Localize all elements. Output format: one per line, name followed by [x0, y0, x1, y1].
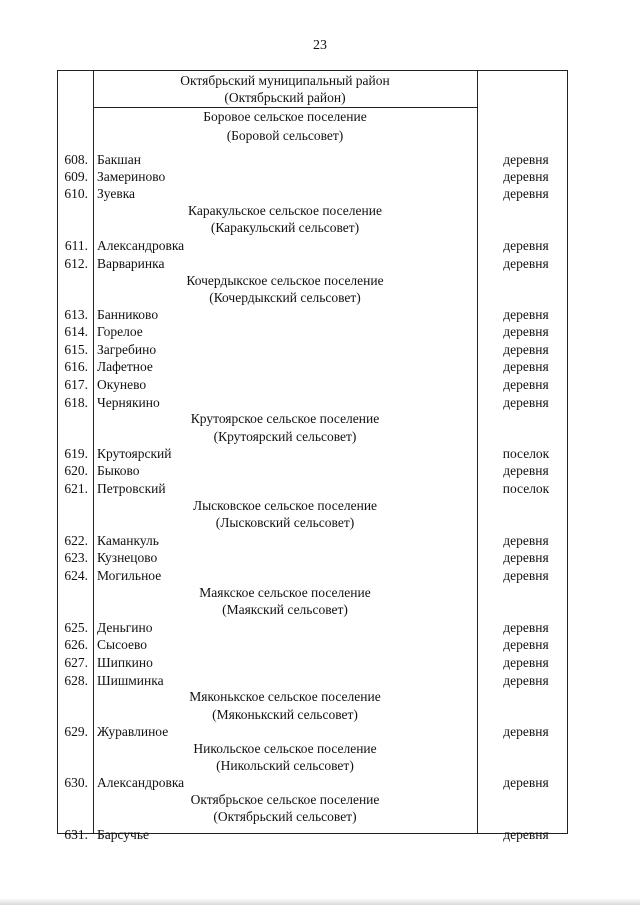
row-number: 620. — [64, 463, 88, 478]
row-number: 612. — [64, 256, 88, 271]
row-number: 628. — [64, 673, 88, 688]
locality-name: Сысоево — [97, 637, 148, 652]
locality-name: Журавлиное — [97, 724, 169, 739]
locality-type: деревня — [503, 169, 549, 184]
settlement-name: Крутоярское сельское поселение — [190, 411, 380, 426]
locality-name: Бакшан — [97, 152, 141, 167]
locality-type: деревня — [503, 324, 549, 339]
locality-type: деревня — [503, 152, 549, 167]
locality-type: поселок — [502, 446, 550, 461]
settlement-name: Мяконькское сельское поселение — [189, 689, 381, 704]
row-number: 626. — [64, 637, 88, 652]
locality-name: Загребино — [97, 342, 157, 357]
locality-type: деревня — [503, 550, 549, 565]
settlement-name: Кочердыкское сельское поселение — [186, 273, 384, 288]
row-number: 610. — [64, 186, 88, 201]
locality-name: Петровский — [97, 481, 166, 496]
settlement-council-name: (Маякский сельсовет) — [222, 602, 348, 617]
settlement-name: Боровое сельское поселение — [203, 109, 367, 124]
locality-type: поселок — [502, 481, 550, 496]
settlement-council-name: (Мяконькский сельсовет) — [212, 707, 358, 722]
page-number: 23 — [313, 38, 327, 53]
locality-name: Крутоярский — [97, 446, 172, 461]
district-subtitle: (Октябрьский район) — [224, 90, 346, 105]
row-number: 614. — [64, 324, 88, 339]
settlements-table — [57, 70, 568, 842]
locality-name: Шишминка — [97, 673, 164, 688]
row-number: 618. — [64, 395, 88, 410]
row-number: 608. — [64, 152, 88, 167]
locality-type: деревня — [503, 395, 549, 410]
settlement-name: Лысковское сельское поселение — [192, 498, 378, 513]
locality-type: деревня — [503, 256, 549, 271]
row-number: 631. — [64, 827, 88, 842]
settlement-name: Никольское сельское поселение — [193, 741, 377, 756]
locality-name: Шипкино — [97, 655, 153, 670]
locality-name: Горелое — [97, 324, 143, 339]
row-number: 630. — [64, 775, 88, 790]
settlement-council-name: (Каракульский сельсовет) — [210, 220, 360, 235]
locality-type: деревня — [503, 377, 549, 392]
row-number: 611. — [64, 238, 88, 253]
locality-type: деревня — [503, 533, 549, 548]
locality-type: деревня — [503, 637, 549, 652]
row-number: 616. — [64, 359, 88, 374]
locality-name: Каманкуль — [97, 533, 159, 548]
locality-type: деревня — [503, 655, 549, 670]
row-number: 623. — [64, 550, 88, 565]
locality-type: деревня — [503, 724, 549, 739]
locality-type: деревня — [503, 827, 549, 842]
row-number: 627. — [64, 655, 88, 670]
settlement-name: Каракульское сельское поселение — [188, 203, 382, 218]
district-title: Октябрьский муниципальный район — [180, 73, 390, 88]
locality-name: Могильное — [97, 568, 162, 583]
locality-name: Лафетное — [97, 359, 153, 374]
locality-type: деревня — [503, 463, 549, 478]
row-number: 625. — [64, 620, 88, 635]
locality-name: Варваринка — [97, 256, 165, 271]
settlement-council-name: (Боровой сельсовет) — [226, 128, 344, 143]
settlement-council-name: (Кочердыкский сельсовет) — [209, 290, 361, 305]
row-number: 619. — [64, 446, 88, 461]
locality-name: Зуевка — [97, 186, 136, 201]
locality-name: Окунево — [97, 377, 147, 392]
locality-name: Быково — [97, 463, 140, 478]
locality-name: Чернякино — [97, 395, 160, 410]
row-number: 622. — [64, 533, 88, 548]
type-column-divider — [477, 70, 478, 834]
settlement-council-name: (Крутоярский сельсовет) — [213, 429, 357, 444]
row-number: 615. — [64, 342, 88, 357]
locality-name: Александровка — [97, 238, 185, 253]
locality-type: деревня — [503, 620, 549, 635]
locality-name: Банниково — [97, 307, 159, 322]
row-number: 609. — [64, 169, 88, 184]
locality-name: Барсучье — [97, 827, 149, 842]
locality-type: деревня — [503, 673, 549, 688]
locality-type: деревня — [503, 186, 549, 201]
settlement-council-name: (Никольский сельсовет) — [216, 758, 354, 773]
row-number: 613. — [64, 307, 88, 322]
locality-name: Кузнецово — [97, 550, 158, 565]
locality-type: деревня — [503, 238, 549, 253]
table-top-border — [57, 70, 568, 71]
locality-type: деревня — [503, 568, 549, 583]
settlement-name: Маякское сельское поселение — [199, 585, 371, 600]
locality-name: Замериново — [97, 169, 166, 184]
locality-type: деревня — [503, 307, 549, 322]
locality-type: деревня — [503, 359, 549, 374]
locality-type: деревня — [503, 342, 549, 357]
locality-type: деревня — [503, 775, 549, 790]
row-number: 617. — [64, 377, 88, 392]
row-number: 621. — [64, 481, 88, 496]
settlement-council-name: (Лысковский сельсовет) — [215, 515, 355, 530]
row-number: 629. — [64, 724, 88, 739]
district-header-underline — [93, 107, 477, 108]
scan-edge — [0, 898, 640, 905]
row-number: 624. — [64, 568, 88, 583]
settlement-council-name: (Октябрьский сельсовет) — [213, 809, 357, 824]
settlement-name: Октябрьское сельское поселение — [190, 792, 380, 807]
locality-name: Деньгино — [97, 620, 153, 635]
locality-name: Александровка — [97, 775, 185, 790]
